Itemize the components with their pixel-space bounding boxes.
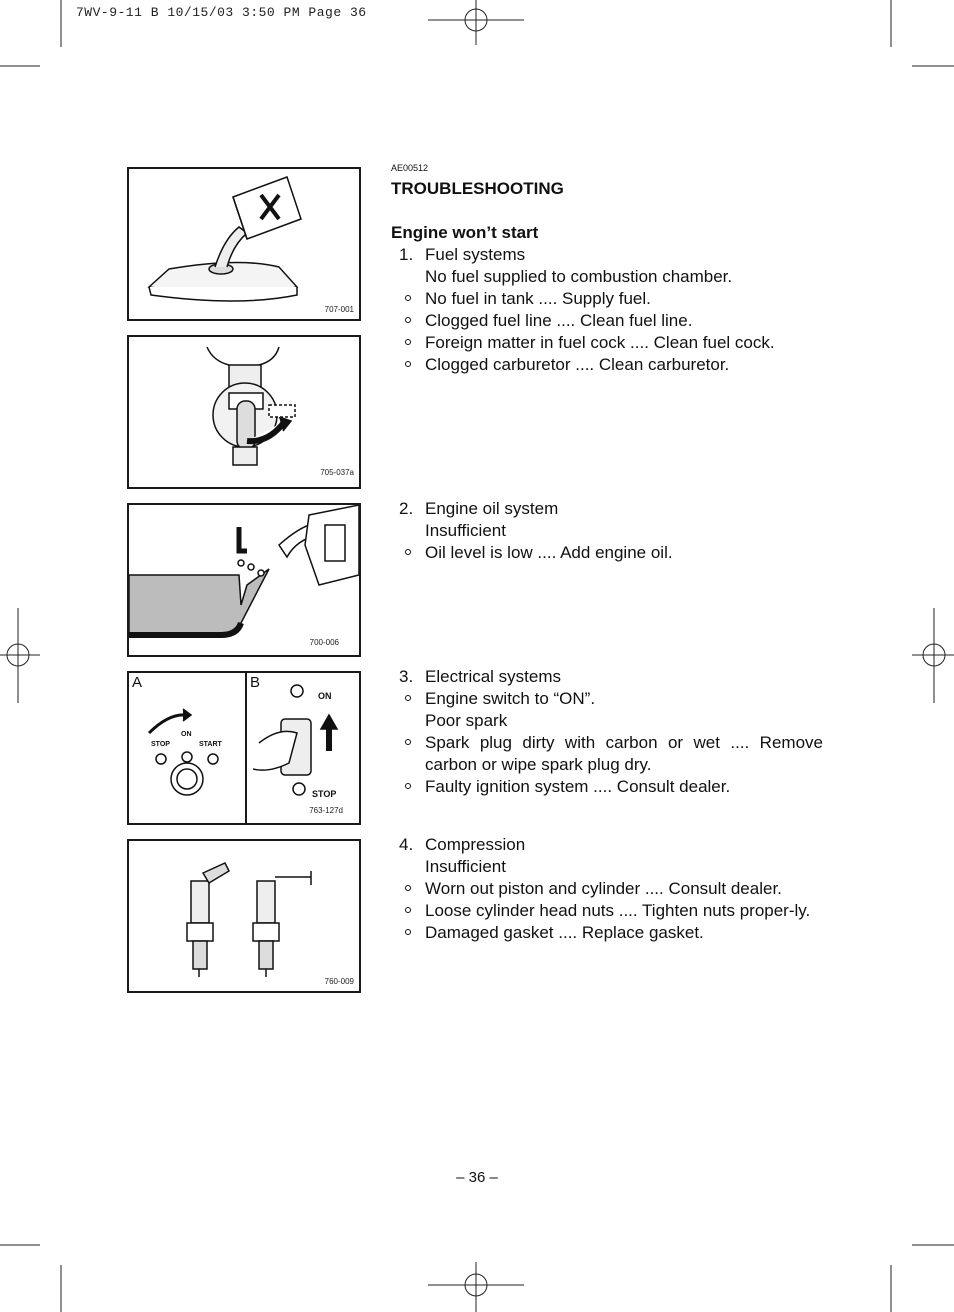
switch-stop-label: STOP	[312, 789, 337, 799]
bullet-item: Oil level is low .... Add engine oil.	[391, 542, 823, 564]
item-heading	[391, 498, 823, 520]
page-number: – 36 –	[456, 1169, 498, 1186]
item-cause: Insufficient	[425, 521, 506, 540]
item-number: 1.	[399, 245, 414, 264]
panel-label-b: B	[250, 674, 261, 691]
figure-fuel-cock	[127, 335, 361, 489]
figure-code: 763-127d	[309, 806, 343, 815]
key-on-label: ON	[181, 731, 192, 738]
oil-fill-illustration	[129, 505, 359, 655]
item-cause: Insufficient	[425, 857, 506, 876]
bullet-item: Worn out piston and cylinder .... Consult dealer.	[391, 878, 823, 900]
fuel-tank-illustration	[129, 169, 359, 319]
trouble-item-electrical	[391, 666, 823, 798]
trouble-item-oil	[391, 498, 823, 564]
item-title: Electrical systems	[425, 667, 562, 686]
spark-plug-illustration	[129, 841, 359, 991]
figure-code: 760-009	[324, 977, 354, 986]
figure-engine-switch	[127, 671, 361, 825]
trouble-item-compression	[391, 834, 823, 944]
switch-on-label: ON	[318, 691, 332, 701]
bullet-item: Damaged gasket .... Replace gasket.	[391, 922, 823, 944]
bullet-circle-icon	[405, 739, 411, 745]
bullet-circle-icon	[405, 907, 411, 913]
bullet-circle-icon	[405, 361, 411, 367]
bullet-circle-icon	[405, 549, 411, 555]
bullet-item: Clogged fuel line .... Clean fuel line.	[391, 310, 823, 332]
item-cause: No fuel supplied to combustion chamber.	[425, 267, 733, 286]
bullet-item: Clogged carburetor .... Clean carburetor.	[391, 354, 823, 376]
section-header	[391, 163, 823, 244]
item-number: 3.	[399, 667, 414, 686]
figure-code: 705-037a	[320, 468, 354, 477]
bullet-circle-icon	[405, 295, 411, 301]
section-title: TROUBLESHOOTING	[391, 179, 564, 198]
figure-code: 707-001	[324, 305, 354, 314]
figure-code: 700-006	[309, 638, 339, 647]
item-number: 2.	[399, 499, 414, 518]
item-title: Fuel systems	[425, 245, 526, 264]
fuel-cock-illustration	[129, 337, 359, 487]
bullet-circle-icon	[405, 339, 411, 345]
bullet-circle-icon	[405, 885, 411, 891]
bullet-circle-icon	[405, 317, 411, 323]
section-subtitle: Engine won’t start	[391, 223, 539, 242]
bullet-circle-icon	[405, 929, 411, 935]
key-stop-label: STOP	[151, 741, 170, 748]
trouble-item-fuel	[391, 244, 823, 376]
item-heading	[391, 244, 823, 266]
bullet-item: No fuel in tank .... Supply fuel.	[391, 288, 823, 310]
item-number: 4.	[399, 835, 414, 854]
bullet-item: Spark plug dirty with carbon or wet .... Remove carbon or wipe spark plug dry.	[391, 732, 823, 776]
printer-slug: 7WV-9-11 B 10/15/03 3:50 PM Page 36	[76, 5, 367, 20]
item-heading	[391, 666, 823, 688]
bullet-circle-icon	[405, 783, 411, 789]
item-title: Compression	[425, 835, 526, 854]
section-code: AE00512	[391, 163, 429, 173]
figure-oil-fill	[127, 503, 361, 657]
figure-spark-plugs	[127, 839, 361, 993]
bullet-circle-icon	[405, 695, 411, 701]
bullet-item: Foreign matter in fuel cock .... Clean fuel cock.	[391, 332, 823, 354]
item-title: Engine oil system	[425, 499, 559, 518]
bullet-item: Engine switch to “ON”.	[391, 688, 823, 710]
item-cause: Poor spark	[425, 711, 508, 730]
figure-fuel-tank	[127, 167, 361, 321]
bullet-item: Faulty ignition system .... Consult dealer.	[391, 776, 823, 798]
bullet-item: Loose cylinder head nuts .... Tighten nuts proper-ly.	[391, 900, 823, 922]
item-heading	[391, 834, 823, 856]
key-start-label: START	[199, 741, 222, 748]
panel-label-a: A	[132, 674, 143, 691]
